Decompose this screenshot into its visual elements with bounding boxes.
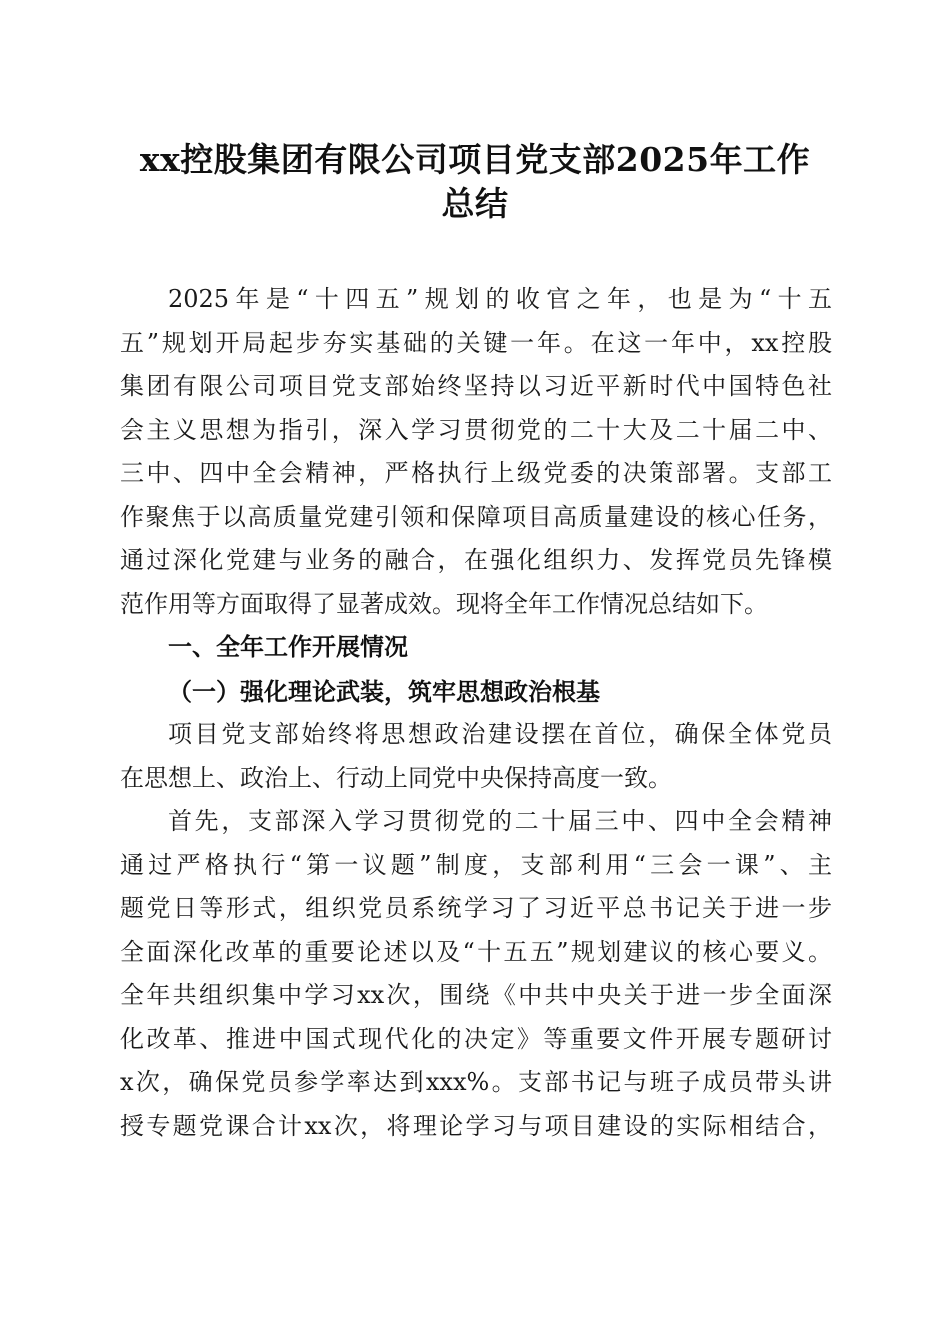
text-line: 通过深化党建与业务的融合，在强化组织力、发挥党员先锋模 <box>120 546 832 574</box>
paragraph-2 <box>120 800 832 1148</box>
text-line: 范作用等方面取得了显著成效。现将全年工作情况总结如下。 <box>120 589 768 618</box>
document-title <box>100 138 850 226</box>
title-line-1: xx控股集团有限公司项目党支部2025年工作 <box>139 140 811 179</box>
text-line: 会主义思想为指引，深入学习贯彻党的二十大及二十届二中、 <box>120 415 832 444</box>
intro-paragraph <box>120 278 832 626</box>
text-line: 在思想上、政治上、行动上同党中央保持高度一致。 <box>120 763 672 792</box>
text-line: 项目党支部始终将思想政治建设摆在首位，确保全体党员 <box>168 720 832 748</box>
text-line: 作聚焦于以高质量党建引领和保障项目高质量建设的核心任务， <box>120 502 832 531</box>
text-line: 授专题党课合计xx次，将理论学习与项目建设的实际相结合， <box>120 1111 832 1140</box>
text-line: 首先，支部深入学习贯彻党的二十届三中、四中全会精神 <box>168 807 832 835</box>
text-line: 三中、四中全会精神，严格执行上级党委的决策部署。支部工 <box>120 459 832 487</box>
text-line: 通过严格执行“第一议题”制度，支部利用“三会一课”、主 <box>120 850 832 879</box>
text-line: 题党日等形式，组织党员系统学习了习近平总书记关于进一步 <box>120 894 832 922</box>
text-line: 化改革、推进中国式现代化的决定》等重要文件开展专题研讨 <box>120 1024 832 1053</box>
title-line-2: 总结 <box>441 184 509 223</box>
text-line: 全年共组织集中学习xx次，围绕《中共中央关于进一步全面深 <box>120 981 832 1009</box>
document-body <box>120 278 832 1148</box>
text-line: 五”规划开局起步夯实基础的关键一年。在这一年中，xx控股 <box>120 328 832 357</box>
text-line: x次，确保党员参学率达到xxx%。支部书记与班子成员带头讲 <box>120 1068 832 1096</box>
section-heading: 一、全年工作开展情况 <box>168 633 408 661</box>
paragraph-1 <box>120 713 832 800</box>
text-line: 集团有限公司项目党支部始终坚持以习近平新时代中国特色社 <box>120 372 832 400</box>
subsection-heading: （一）强化理论武装，筑牢思想政治根基 <box>168 676 600 706</box>
text-line: 全面深化改革的重要论述以及“十五五”规划建议的核心要义。 <box>120 937 832 966</box>
text-line: 2025年是“十四五”规划的收官之年，也是为“十五 <box>168 285 832 313</box>
